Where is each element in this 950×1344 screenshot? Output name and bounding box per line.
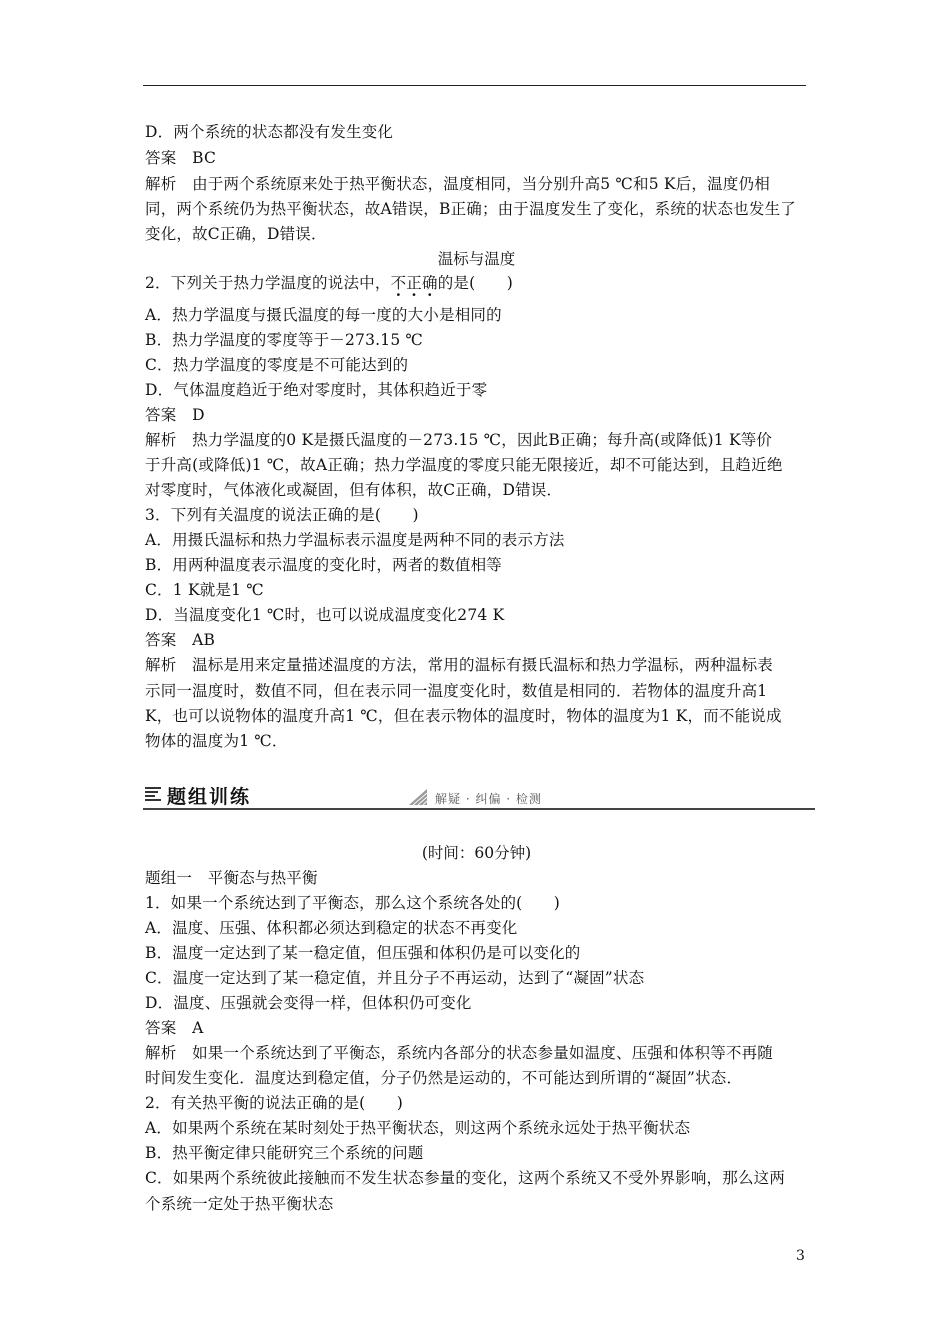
option-c: C．如果两个系统彼此接触而不发生状态参量的变化，这两个系统又不受外界影响，那么这两 [145, 1169, 786, 1187]
option-c: C．热力学温度的零度是不可能达到的 [145, 356, 409, 374]
option-c: C．1 K就是1 ℃ [145, 581, 264, 599]
section-subtitle: 解疑 · 纠偏 · 检测 [435, 792, 542, 806]
explanation-line: 变化，故C正确，D错误． [145, 225, 327, 243]
option-c-cont: 个系统一定处于热平衡状态 [145, 1195, 334, 1213]
explanation-line: 时间发生变化．温度达到稳定值，分子仍然是运动的，不可能达到所谓的“凝固”状态． [145, 1069, 743, 1087]
answer: 答案 AB [145, 631, 216, 649]
explanation-line: 对零度时，气体液化或凝固，但有体积，故C正确，D错误． [145, 481, 563, 499]
explanation-line: 物体的温度为1 ℃． [145, 732, 288, 750]
option-b: B．温度一定达到了某一稳定值，但压强和体积仍是可以变化的 [145, 944, 581, 962]
header-rule [143, 85, 806, 86]
explanation-line: 于升高(或降低)1 ℃，故A正确；热力学温度的零度只能无限接近，却不可能达到，且趋近绝 [145, 456, 783, 474]
option-d: D．当温度变化1 ℃时，也可以说成温度变化274 K [145, 606, 505, 624]
hatched-triangle-icon [409, 789, 427, 805]
option-b: B．热力学温度的零度等于－273.15 ℃ [145, 331, 424, 349]
option-d: D．气体温度趋近于绝对零度时，其体积趋近于零 [145, 381, 488, 399]
explanation-line: 同，两个系统仍为热平衡状态，故A错误，B正确；由于温度发生了变化，系统的状态也发生了 [145, 200, 796, 218]
option-d: D．温度、压强就会变得一样，但体积仍可变化 [145, 994, 472, 1012]
group-heading: 题组一 平衡态与热平衡 [145, 869, 318, 887]
section-underline [143, 808, 815, 810]
subheading: 温标与温度 [437, 250, 516, 268]
explanation-line: 解析 如果一个系统达到了平衡态，系统内各部分的状态参量如温度、压强和体积等不再随 [145, 1044, 774, 1062]
section-header [143, 779, 815, 811]
time-note: (时间：60分钟) [421, 844, 532, 862]
explanation-line: K，也可以说物体的温度升高1 ℃，但在表示物体的温度时，物体的温度为1 K，而不能说成 [145, 707, 782, 725]
emphasis-char: 不 [390, 274, 407, 292]
question-2: 2．有关热平衡的说法正确的是( ) [145, 1094, 404, 1112]
explanation-line: 示同一温度时，数值不同，但在表示同一温度变化时，数值是相同的．若物体的温度升高1 [145, 682, 768, 700]
option-a: A．温度、压强、体积都必须达到稳定的状态不再变化 [145, 919, 518, 937]
answer: 答案 BC [145, 149, 217, 167]
section-title: 题组训练 [167, 786, 252, 808]
explanation-line: 解析 温标是用来定量描述温度的方法，常用的温标有摄氏温标和热力学温标，两种温标表 [145, 656, 774, 674]
q1-option-d: D．两个系统的状态都没有发生变化 [145, 123, 394, 141]
explanation-line: 解析 热力学温度的0 K是摄氏温度的－273.15 ℃，因此B正确；每升高(或降低)1 K等价 [145, 431, 773, 449]
page-number: 3 [796, 1248, 805, 1264]
emphasis-char: 确 [421, 274, 438, 292]
option-a: A．热力学温度与摄氏温度的每一度的大小是相同的 [145, 306, 502, 324]
explanation-line: 解析 由于两个系统原来处于热平衡状态，温度相同，当分别升高5 ℃和5 K后，温度仍相 [145, 175, 770, 193]
question-3: 3．下列有关温度的说法正确的是( ) [145, 506, 419, 524]
answer: 答案 A [145, 1019, 204, 1037]
answer: 答案 D [145, 406, 205, 424]
stripes-icon [145, 786, 161, 802]
question-2: 2．下列关于热力学温度的说法中，不正确的是( ) [145, 274, 513, 292]
option-b: B．用两种温度表示温度的变化时，两者的数值相等 [145, 556, 502, 574]
question-1: 1．如果一个系统达到了平衡态，那么这个系统各处的( ) [145, 894, 561, 912]
option-c: C．温度一定达到了某一稳定值，并且分子不再运动，达到了“凝固”状态 [145, 969, 645, 987]
option-a: A．用摄氏温标和热力学温标表示温度是两种不同的表示方法 [145, 531, 565, 549]
option-a: A．如果两个系统在某时刻处于热平衡状态，则这两个系统永远处于热平衡状态 [145, 1119, 691, 1137]
option-b: B．热平衡定律只能研究三个系统的问题 [145, 1144, 424, 1162]
emphasis-char: 正 [406, 274, 422, 292]
